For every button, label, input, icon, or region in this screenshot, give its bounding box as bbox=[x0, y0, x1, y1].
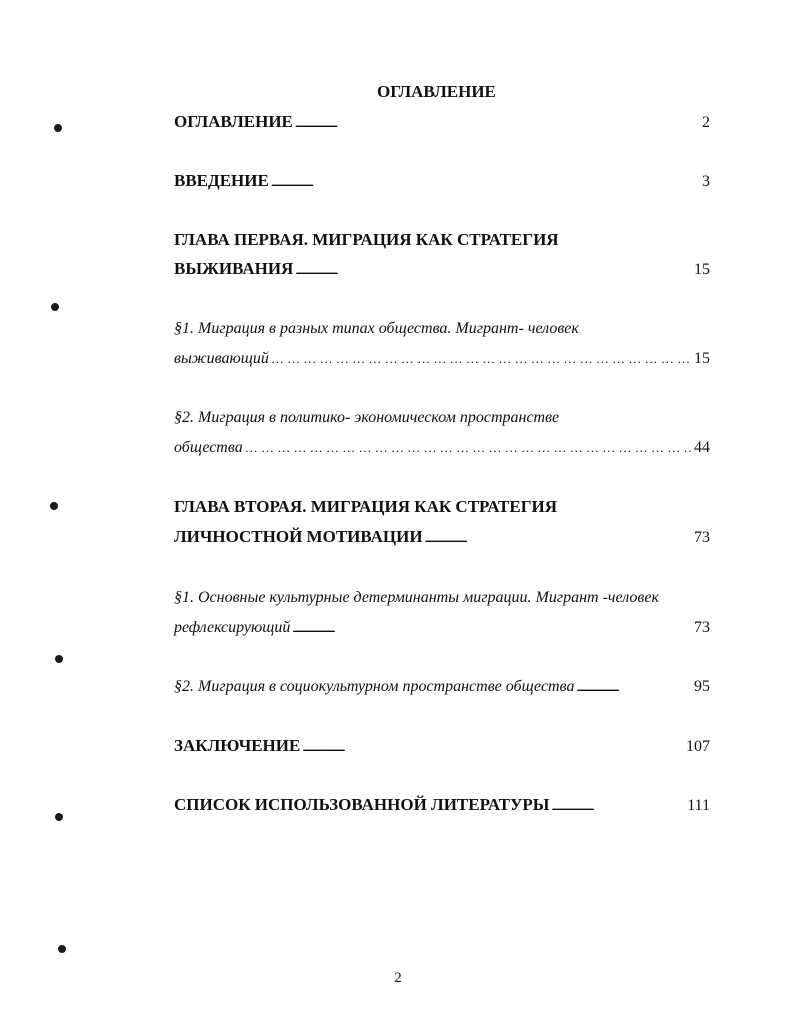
toc-entry-title-line-2: выживающий bbox=[174, 350, 269, 367]
binder-hole-mark bbox=[51, 303, 59, 311]
toc-entry-title-line-1: §1. Основные культурные детерминанты миграции. Мигрант -человек bbox=[174, 589, 659, 606]
toc-entry-title-line-1: §2. Миграция в политико- экономическом пространстве bbox=[174, 409, 560, 426]
toc-entry-title: ЗАКЛЮЧЕНИЕ bbox=[174, 736, 301, 755]
toc-entry-title-line-1: ГЛАВА ВТОРАЯ. МИГРАЦИЯ КАК СТРАТЕГИЯ bbox=[174, 497, 558, 516]
toc-entry-page: 3 bbox=[702, 173, 710, 190]
toc-entry-title: ОГЛАВЛЕНИЕ bbox=[174, 112, 293, 131]
dot-leader bbox=[552, 794, 686, 818]
binder-hole-mark bbox=[58, 945, 66, 953]
toc-entry-chapter-one[interactable] bbox=[174, 229, 710, 282]
toc-entry-conclusion[interactable] bbox=[174, 735, 710, 759]
dot-leader bbox=[425, 526, 692, 550]
toc-entry-page: 107 bbox=[686, 738, 710, 755]
toc-entry-page: 73 bbox=[694, 529, 710, 546]
toc-entry-page: 15 bbox=[694, 261, 710, 278]
toc-entry-page: 15 bbox=[694, 350, 710, 367]
dot-leader bbox=[302, 735, 684, 759]
toc-entry-page: 73 bbox=[694, 619, 710, 636]
dot-leader bbox=[271, 170, 700, 194]
toc-entry-page: 2 bbox=[702, 114, 710, 131]
toc-entry-section-2-1[interactable] bbox=[174, 587, 710, 640]
page-number: 2 bbox=[394, 970, 402, 986]
toc-entry-title-line-1: §1. Миграция в разных типах общества. Мигрант- человек bbox=[174, 320, 579, 337]
dot-leader bbox=[576, 676, 692, 699]
toc-entry-page: 95 bbox=[694, 678, 710, 695]
binder-hole-mark bbox=[55, 813, 63, 821]
toc-entry-section-1-2[interactable] bbox=[174, 407, 710, 459]
toc-entry-section-2-2[interactable] bbox=[174, 676, 710, 699]
binder-hole-mark bbox=[54, 124, 62, 132]
toc-entry-title-line-2: ВЫЖИВАНИЯ bbox=[174, 259, 294, 278]
toc-entry-title: §2. Миграция в социокультурном пространстве общества bbox=[174, 678, 575, 695]
toc-entry-title-line-2: общества bbox=[174, 439, 243, 456]
binder-hole-mark bbox=[50, 502, 58, 510]
dot-leader bbox=[295, 111, 700, 135]
binder-hole-mark bbox=[55, 655, 63, 663]
toc-entry-section-1-1[interactable] bbox=[174, 318, 710, 370]
toc-entry-table-of-contents[interactable] bbox=[174, 111, 710, 135]
dot-leader bbox=[245, 437, 692, 459]
toc-heading: ОГЛАВЛЕНИЕ bbox=[377, 82, 496, 101]
toc-entry-title-line-2: рефлексирующий bbox=[174, 619, 291, 636]
dot-leader bbox=[271, 348, 692, 370]
toc-entry-page: 44 bbox=[694, 439, 710, 456]
toc-entry-title-line-1: ГЛАВА ПЕРВАЯ. МИГРАЦИЯ КАК СТРАТЕГИЯ bbox=[174, 230, 559, 249]
dot-leader bbox=[295, 258, 692, 282]
toc-entry-page: 111 bbox=[687, 797, 710, 814]
toc-entry-chapter-two[interactable] bbox=[174, 496, 710, 550]
toc-entry-title-line-2: ЛИЧНОСТНОЙ МОТИВАЦИИ bbox=[174, 527, 423, 546]
toc-entry-title: ВВЕДЕНИЕ bbox=[174, 171, 269, 190]
dot-leader bbox=[292, 617, 692, 640]
toc-entry-introduction[interactable] bbox=[174, 170, 710, 194]
toc-entry-title: СПИСОК ИСПОЛЬЗОВАННОЙ ЛИТЕРАТУРЫ bbox=[174, 795, 550, 814]
toc-entry-bibliography[interactable] bbox=[174, 794, 710, 818]
